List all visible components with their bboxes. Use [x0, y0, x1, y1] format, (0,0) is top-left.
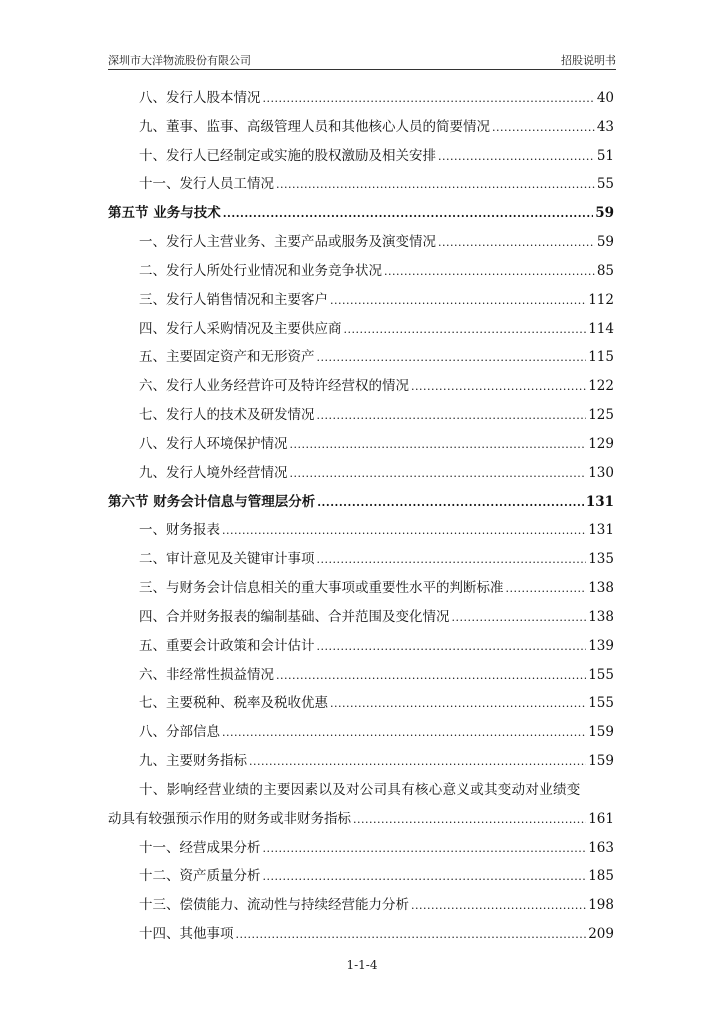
toc-entry[interactable]	[108, 142, 614, 171]
page-footer	[0, 958, 724, 972]
toc-entry-title: 九、主要财务指标	[139, 753, 247, 770]
toc-leader	[317, 633, 587, 662]
toc-leader	[263, 85, 595, 114]
toc-entry-page: 138	[588, 580, 614, 597]
toc-entry-page: 131	[588, 522, 614, 539]
toc-entry-title: 五、重要会计政策和会计估计	[139, 637, 315, 654]
toc-leader	[276, 171, 595, 200]
toc-leader	[236, 921, 587, 950]
toc-leader	[506, 575, 587, 604]
toc-entry-title: 十、发行人已经制定或实施的股权激励及相关安排	[139, 147, 436, 164]
toc-entry-title: 七、发行人的技术及研发情况	[139, 407, 315, 424]
toc-entry-page: 125	[588, 407, 614, 424]
toc-entry-continuation[interactable]	[108, 805, 614, 834]
toc-entry-title: 八、发行人股本情况	[139, 90, 261, 106]
toc-entry-page: 161	[588, 810, 614, 827]
toc-entry[interactable]	[108, 228, 614, 257]
toc-entry-page: 130	[588, 464, 614, 481]
toc-section-page: 59	[595, 205, 614, 222]
toc-entry-title: 四、合并财务报表的编制基础、合并范围及变化情况	[139, 608, 450, 625]
toc-entry-page: 185	[588, 868, 614, 885]
toc-section-title: 第五节 业务与技术	[108, 205, 221, 222]
toc-entry[interactable]	[108, 257, 614, 286]
toc-leader	[353, 806, 586, 835]
header-doc-type: 招股说明书	[561, 54, 616, 67]
toc-entry[interactable]	[108, 920, 614, 949]
toc-entry[interactable]	[108, 516, 614, 545]
toc-entry[interactable]	[108, 430, 614, 459]
toc-entry-title: 五、主要固定资产和无形资产	[139, 349, 315, 366]
toc-entry[interactable]	[108, 689, 614, 718]
toc-entry-title: 九、董事、监事、高级管理人员和其他核心人员的简要情况	[139, 118, 490, 135]
toc-entry[interactable]	[108, 747, 614, 776]
toc-entry[interactable]	[108, 574, 614, 603]
toc-entry-page: 115	[588, 349, 614, 366]
toc-entry[interactable]	[108, 718, 614, 747]
toc-leader	[249, 748, 586, 777]
toc-entry-page: 85	[596, 262, 614, 279]
toc-leader	[344, 316, 587, 345]
toc-leader	[492, 114, 595, 143]
toc-leader	[438, 143, 595, 172]
toc-entry-title: 一、财务报表	[139, 522, 220, 539]
toc-entry-title: 十三、偿债能力、流动性与持续经营能力分析	[139, 897, 409, 914]
toc-entry-page: 55	[596, 176, 614, 193]
toc-entry[interactable]	[108, 170, 614, 199]
toc-entry[interactable]	[108, 632, 614, 661]
toc-leader	[384, 258, 595, 287]
page-header	[108, 50, 616, 68]
toc-entry-page: 155	[588, 666, 614, 683]
toc-entry[interactable]	[108, 401, 614, 430]
toc-entry-title: 动具有较强预示作用的财务或非财务指标	[108, 810, 351, 827]
toc-entry[interactable]	[108, 343, 614, 372]
toc-leader	[452, 604, 587, 633]
toc-entry-title: 四、发行人采购情况及主要供应商	[139, 320, 342, 337]
table-of-contents	[108, 84, 614, 949]
toc-entry-title: 十一、经营成果分析	[139, 839, 261, 856]
toc-leader	[330, 690, 586, 719]
toc-entry-page: 59	[596, 234, 614, 251]
toc-entry-wrapped-line[interactable]	[108, 776, 614, 805]
toc-entry-title: 三、发行人销售情况和主要客户	[139, 291, 328, 308]
toc-entry-title: 六、非经常性损益情况	[139, 666, 274, 683]
toc-leader	[290, 431, 587, 460]
toc-leader	[222, 719, 586, 748]
toc-entry-title: 二、审计意见及关键审计事项	[139, 551, 315, 568]
toc-entry[interactable]	[108, 459, 614, 488]
toc-entry-title: 九、发行人境外经营情况	[139, 464, 288, 481]
toc-leader	[263, 835, 587, 864]
toc-entry-page: 135	[588, 551, 614, 568]
toc-entry-page: 51	[596, 147, 614, 164]
toc-leader	[222, 517, 586, 546]
toc-leader	[438, 229, 595, 258]
toc-leader	[317, 402, 587, 431]
toc-section[interactable]	[108, 488, 614, 517]
toc-entry[interactable]	[108, 286, 614, 315]
toc-leader	[290, 460, 587, 489]
toc-entry[interactable]	[108, 891, 614, 920]
toc-leader	[330, 287, 586, 316]
toc-entry-title: 一、发行人主营业务、主要产品或服务及演变情况	[139, 234, 436, 251]
toc-entry-page: 40	[596, 90, 614, 106]
toc-leader	[317, 546, 587, 575]
toc-leader	[411, 892, 586, 921]
toc-entry-page: 138	[588, 608, 614, 625]
toc-leader	[411, 373, 586, 402]
toc-entry[interactable]	[108, 603, 614, 632]
toc-leader	[317, 344, 587, 373]
toc-entry-page: 129	[588, 435, 614, 452]
toc-section[interactable]	[108, 199, 614, 228]
toc-entry-title: 八、发行人环境保护情况	[139, 435, 288, 452]
toc-entry-title: 六、发行人业务经营许可及特许经营权的情况	[139, 378, 409, 395]
toc-entry-page: 43	[596, 118, 614, 135]
toc-entry-page: 122	[588, 378, 614, 395]
toc-entry-title: 十一、发行人员工情况	[139, 176, 274, 193]
toc-section-page: 131	[585, 493, 614, 510]
toc-entry-title: 二、发行人所处行业情况和业务竞争状况	[139, 262, 382, 279]
toc-entry-title: 十、影响经营业绩的主要因素以及对公司具有核心意义或其变动对业绩变	[139, 781, 581, 798]
toc-entry[interactable]	[108, 545, 614, 574]
toc-entry[interactable]	[108, 113, 614, 142]
toc-entry[interactable]	[108, 84, 614, 113]
toc-leader	[276, 662, 586, 691]
toc-entry-title: 十四、其他事项	[139, 926, 234, 943]
toc-entry-title: 七、主要税种、税率及税收优惠	[139, 695, 328, 712]
toc-entry-page: 139	[588, 637, 614, 654]
page-number-label: 1-1-4	[346, 958, 378, 972]
toc-leader	[317, 489, 584, 518]
toc-entry-title: 八、分部信息	[139, 724, 220, 741]
header-company: 深圳市大洋物流股份有限公司	[108, 54, 251, 67]
toc-entry-page: 114	[588, 320, 614, 337]
toc-entry[interactable]	[108, 315, 614, 344]
toc-entry-page: 159	[588, 753, 614, 770]
toc-entry[interactable]	[108, 661, 614, 690]
toc-entry[interactable]	[108, 834, 614, 863]
toc-leader	[223, 200, 594, 229]
toc-entry-page: 198	[588, 897, 614, 914]
toc-section-title: 第六节 财务会计信息与管理层分析	[108, 493, 316, 510]
toc-entry[interactable]	[108, 862, 614, 891]
toc-entry-title: 十二、资产质量分析	[139, 868, 261, 885]
toc-entry-page: 155	[588, 695, 614, 712]
header-rule	[108, 69, 616, 70]
toc-entry-page: 163	[588, 839, 614, 856]
toc-entry-page: 209	[588, 926, 614, 943]
toc-entry-page: 112	[588, 291, 614, 308]
toc-leader	[263, 863, 587, 892]
toc-entry-page: 159	[588, 724, 614, 741]
toc-entry-title: 三、与财务会计信息相关的重大事项或重要性水平的判断标准	[139, 580, 504, 597]
toc-entry[interactable]	[108, 372, 614, 401]
